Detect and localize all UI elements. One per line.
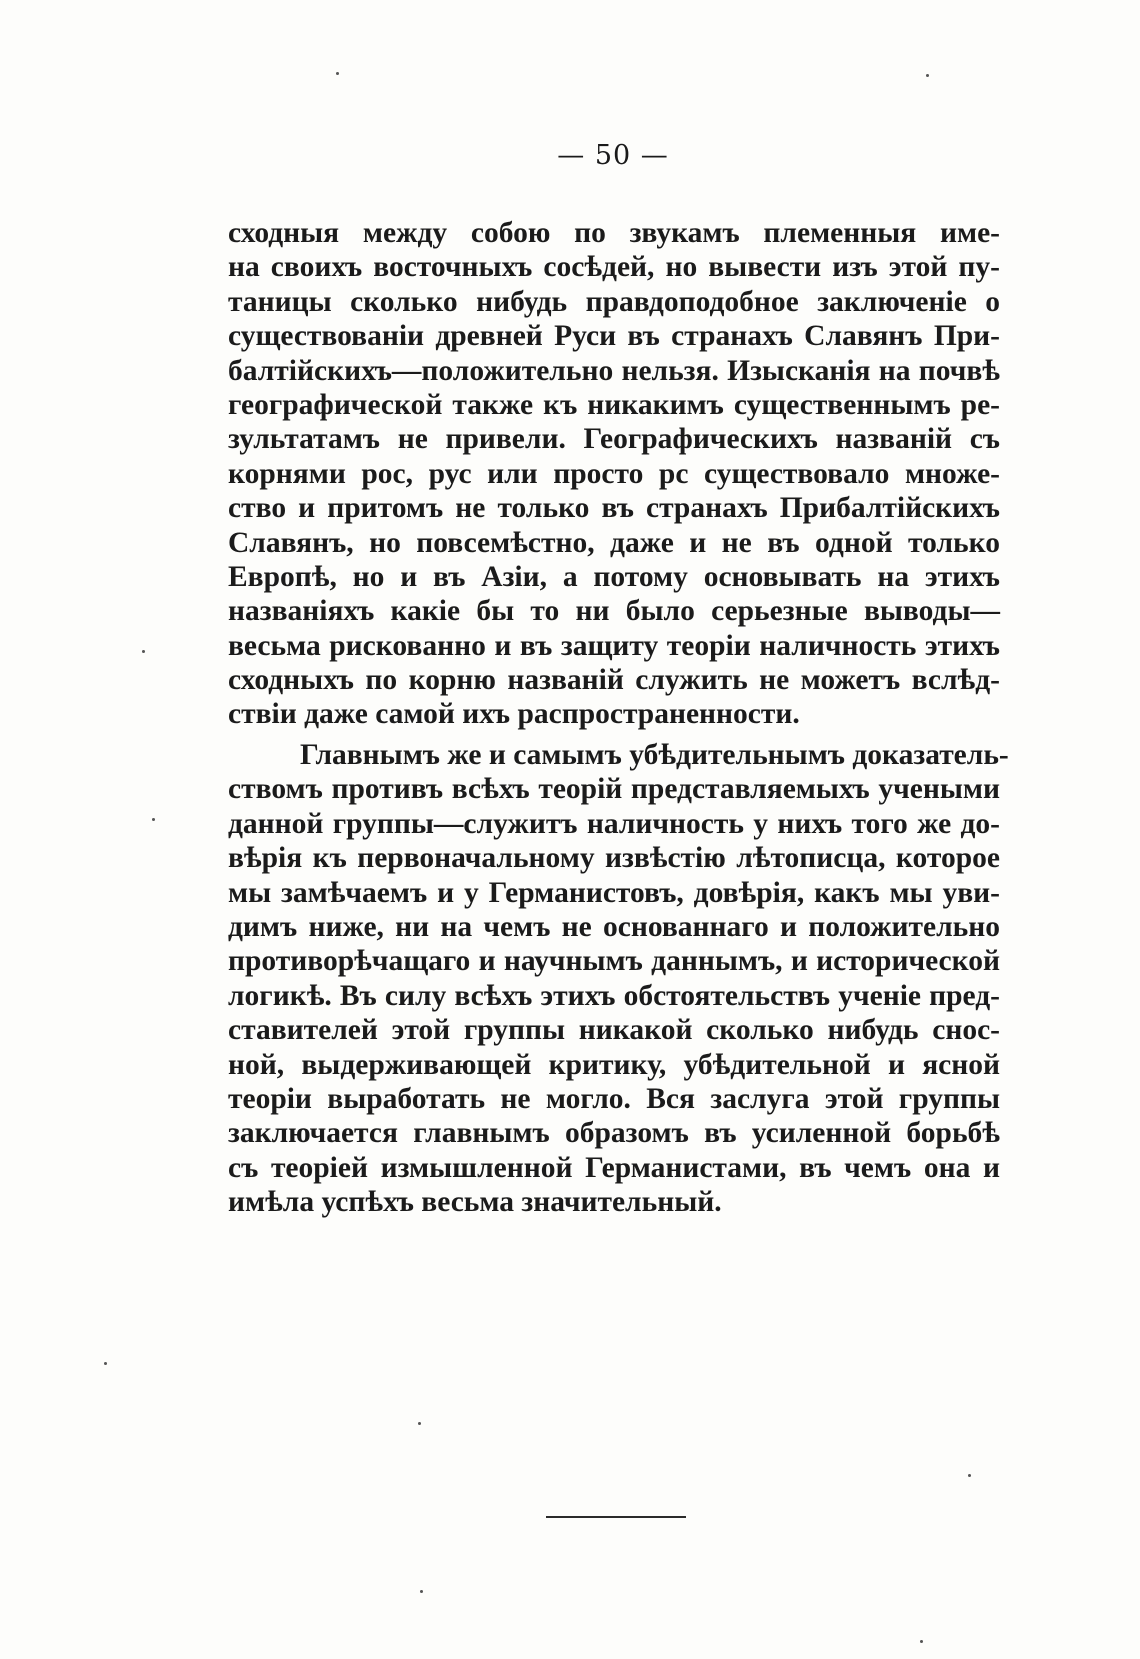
text-line: сходныхъ по корню названiй служить не можетъ вслѣд-	[228, 664, 1000, 697]
scan-speck	[920, 1640, 923, 1643]
text-line: данной группы—служитъ наличность у нихъ того же до-	[228, 807, 1000, 840]
page-number: — 50 —	[557, 140, 669, 171]
text-line: весьма рискованно и въ защиту теорiи наличность этихъ	[228, 629, 1000, 662]
text-line: географической также къ никакимъ существеннымъ ре-	[228, 388, 1000, 421]
text-line: имѣла успѣхъ весьма значительный.	[228, 1186, 722, 1219]
text-line: таницы сколько нибудь правдоподобное заключенiе о	[228, 285, 1000, 318]
scan-speck	[336, 72, 339, 75]
paragraph-2	[228, 738, 1009, 1219]
text-line: корнями рос, рус или просто рс существовало множе-	[228, 457, 1000, 490]
text-line: теорiи выработать не могло. Вся заслуга этой группы	[228, 1082, 1000, 1115]
text-line: ной, выдерживающей критику, убѣдительной и ясной	[228, 1048, 1000, 1081]
text-line: ство и притомъ не только въ странахъ Прибалтiйскихъ	[228, 492, 1000, 525]
text-line: зультатамъ не привели. Географическихъ названiй съ	[228, 423, 1000, 456]
text-line: ствомъ противъ всѣхъ теорiй представляемыхъ учеными	[228, 773, 1000, 806]
text-line: названiяхъ какiе бы то ни было серьезные выводы—	[228, 595, 1000, 628]
text-line: Главнымъ же и самымъ убѣдительнымъ доказатель-	[300, 739, 1009, 771]
text-line: Европѣ, но и въ Азiи, а потому основывать на этихъ	[228, 560, 1000, 593]
text-line: Славянъ, но повсемѣстно, даже и не въ одной только	[228, 526, 1000, 559]
text-line: димъ ниже, ни на чемъ не основаннаго и положительно	[228, 910, 1000, 943]
paragraph-1	[228, 216, 1000, 732]
text-line: существованiи древней Руси въ странахъ Славянъ При-	[228, 320, 1000, 353]
scan-speck	[104, 1362, 107, 1365]
text-line: противорѣчащаго и научнымъ даннымъ, и исторической	[228, 945, 1000, 978]
text-line: балтiйскихъ—положительно нельзя. Изысканiя на почвѣ	[228, 354, 1000, 387]
end-rule	[546, 1516, 686, 1518]
text-line: на своихъ восточныхъ сосѣдей, но вывести изъ этой пу-	[228, 251, 1000, 284]
text-line: мы замѣчаемъ и у Германистовъ, довѣрiя, какъ мы уви-	[228, 876, 1000, 909]
scan-speck	[152, 818, 155, 821]
text-line: логикѣ. Въ силу всѣхъ этихъ обстоятельствъ ученiе пред-	[228, 979, 1000, 1012]
scan-speck	[968, 1474, 971, 1477]
scan-speck	[420, 1590, 423, 1593]
scan-speck	[418, 1422, 421, 1425]
text-line: ствiи даже самой ихъ распространенности.	[228, 698, 800, 731]
text-line: ставителей этой группы никакой сколько нибудь снос-	[228, 1014, 1000, 1047]
text-line: сходныя между собою по звукамъ племенныя име-	[228, 217, 1000, 249]
text-line: съ теорiей измышленной Германистами, въ чемъ она и	[228, 1151, 1000, 1184]
text-line: заключается главнымъ образомъ въ усиленной борьбѣ	[228, 1117, 1000, 1150]
scan-speck	[926, 74, 929, 77]
text-line: вѣрiя къ первоначальному извѣстiю лѣтописца, которое	[228, 842, 1000, 875]
scan-speck	[142, 650, 145, 653]
